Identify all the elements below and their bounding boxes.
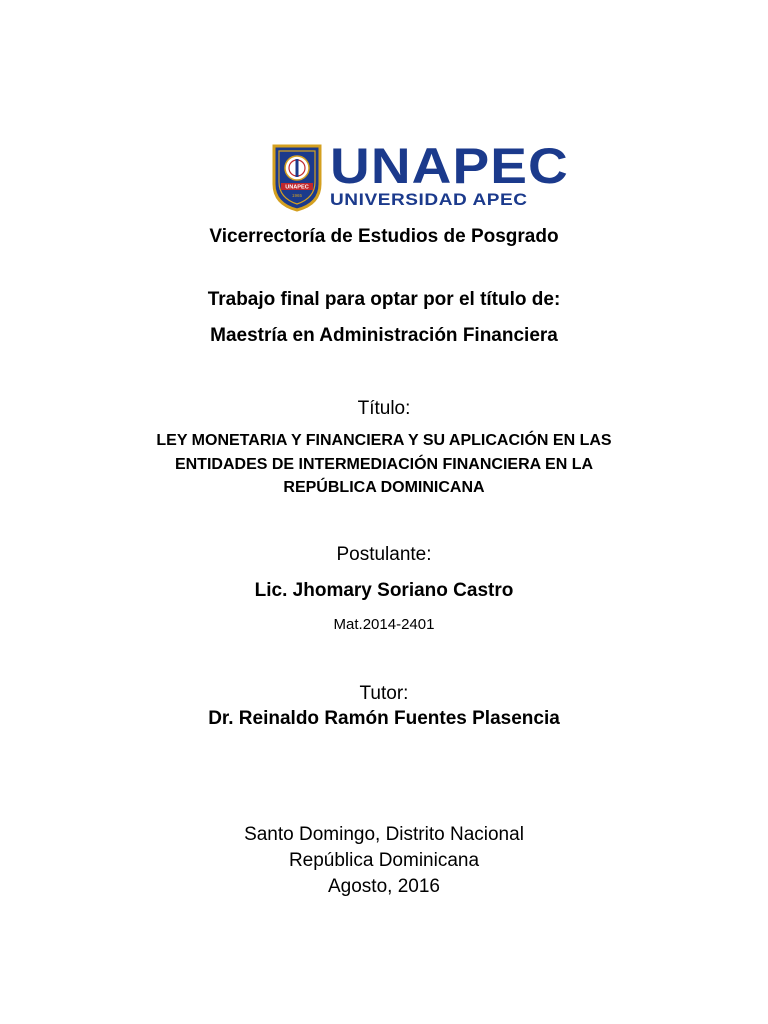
tutor-label: Tutor: — [359, 683, 409, 704]
maestria-line: Maestría en Administración Financiera — [210, 325, 558, 346]
seal-text: UNAPEC — [285, 184, 309, 191]
logo-wordmark: UNAPEC — [330, 138, 569, 194]
postulante-name: Lic. Jhomary Soriano Castro — [254, 580, 514, 601]
matricula: Mat.2014-2401 — [333, 616, 435, 633]
title-line-3: REPÚBLICA DOMINICANA — [283, 479, 485, 496]
postulante-label: Postulante: — [336, 544, 432, 565]
seal-year: 1965 — [291, 193, 303, 198]
logo-subtitle: UNIVERSIDAD APEC — [330, 190, 528, 209]
tutor-name: Dr. Reinaldo Ramón Fuentes Plasencia — [208, 708, 560, 729]
titulo-label: Título: — [357, 398, 411, 419]
footer-date: Agosto, 2016 — [328, 876, 440, 897]
unapec-logo — [272, 138, 569, 214]
title-line-1: LEY MONETARIA Y FINANCIERA Y SU APLICACIÓN EN LAS — [156, 432, 612, 449]
vicerrectoria-heading: Vicerrectoría de Estudios de Posgrado — [209, 226, 559, 247]
unapec-seal-icon — [272, 144, 322, 212]
trabajo-final-line: Trabajo final para optar por el título de: — [207, 289, 561, 310]
footer-city: Santo Domingo, Distrito Nacional — [244, 824, 524, 845]
footer-country: República Dominicana — [288, 850, 480, 871]
title-line-2: ENTIDADES DE INTERMEDIACIÓN FINANCIERA EN LA — [174, 456, 594, 473]
